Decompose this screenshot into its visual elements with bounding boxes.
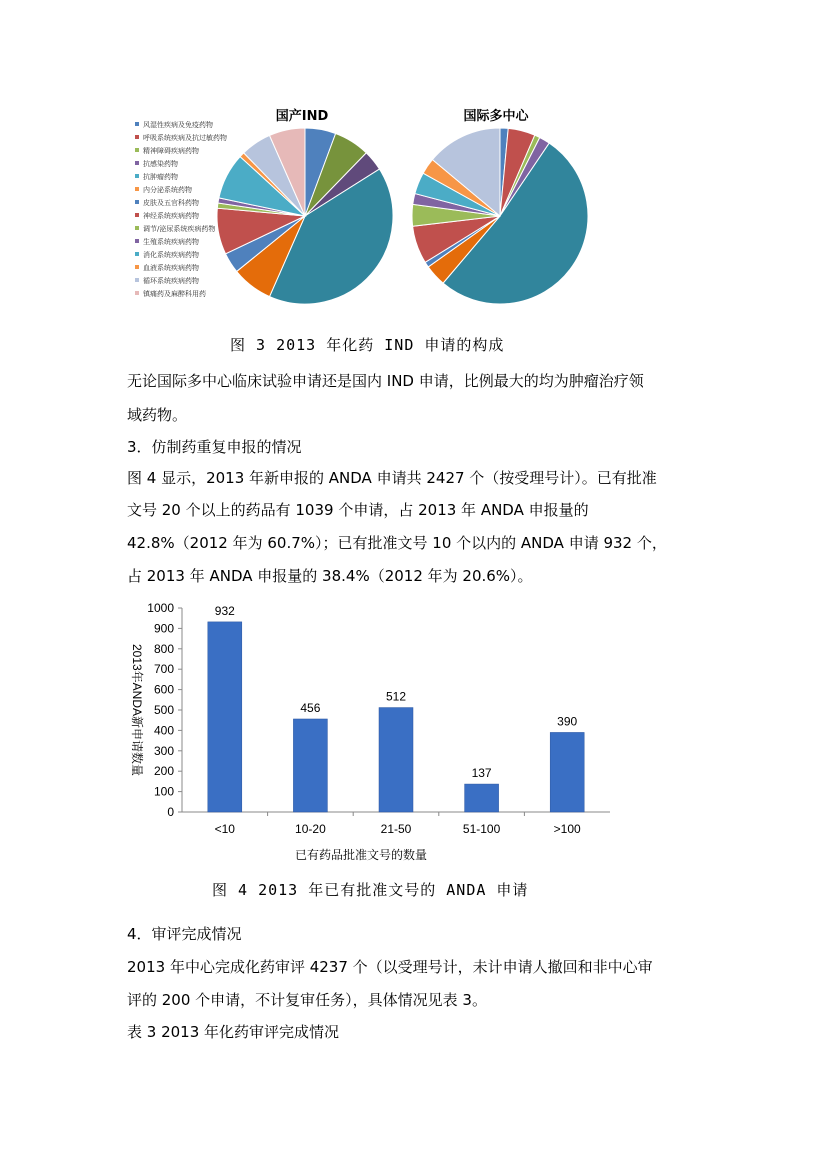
y-tick-label: 700 (153, 662, 174, 677)
y-tick-label: 0 (167, 805, 174, 819)
legend-swatch (135, 161, 139, 165)
legend-swatch (135, 291, 139, 295)
legend-swatch (135, 252, 139, 256)
legend-label: 呼吸系统疾病及抗过敏药物 (143, 134, 227, 142)
pie-international-multicenter (412, 128, 588, 304)
legend-label: 生殖系统疾病药物 (143, 238, 199, 246)
anda-bar-chart (125, 598, 625, 868)
legend-label: 神经系统疾病药物 (143, 212, 199, 220)
pie-domestic-ind (217, 128, 393, 304)
x-tick-label: 21-50 (380, 822, 412, 836)
y-tick-label: 500 (153, 703, 174, 717)
y-tick-label: 600 (153, 682, 174, 697)
pie-legend (135, 120, 227, 298)
legend-swatch (135, 174, 139, 178)
y-axis-label: 2013年ANDA新申请数量 (130, 643, 144, 777)
legend-swatch (135, 122, 139, 126)
legend-label: 消化系统疾病药物 (143, 251, 199, 259)
legend-label: 循环系统疾病药物 (143, 277, 199, 285)
y-tick-label: 200 (153, 764, 174, 779)
legend-swatch (135, 239, 139, 243)
pie-title-domestic: 国产IND (275, 109, 329, 124)
legend-label: 抗感染药物 (143, 160, 178, 168)
figure-3-caption: 图 3 2013 年化药 IND 申请的构成 (230, 336, 505, 354)
paragraph-line: 文号 20 个以上的药品有 1039 个申请，占 2013 年 ANDA 申报量的 (127, 501, 589, 519)
legend-label: 精神障碍疾病药物 (143, 147, 199, 155)
legend-swatch (135, 135, 139, 139)
x-axis-label: 已有药品批准文号的数量 (294, 848, 428, 862)
paragraph-line: 无论国际多中心临床试验申请还是国内 IND 申请，比例最大的均为肿瘤治疗领 (127, 372, 644, 390)
data-label: 137 (471, 766, 492, 781)
paragraph-line: 2013 年中心完成化药审评 4237 个（以受理号计，未计申请人撤回和非中心审 (127, 958, 653, 976)
figure-4-caption: 图 4 2013 年已有批准文号的 ANDA 申请 (212, 881, 529, 899)
legend-label: 血液系统疾病药物 (143, 264, 199, 272)
legend-swatch (135, 148, 139, 152)
y-tick-label: 1000 (147, 601, 174, 615)
legend-swatch (135, 213, 139, 217)
legend-label: 风湿性疾病及免疫药物 (143, 121, 213, 129)
x-tick-label: >100 (553, 822, 581, 836)
ind-pie-charts (130, 100, 600, 315)
bar (208, 622, 242, 812)
data-label: 456 (300, 700, 321, 715)
bar (465, 784, 499, 812)
x-tick-label: <10 (214, 822, 235, 836)
legend-swatch (135, 187, 139, 191)
legend-swatch (135, 265, 139, 269)
data-label: 390 (557, 714, 578, 729)
paragraph-line: 域药物。 (127, 406, 188, 424)
legend-label: 镇痛药及麻醉科用药 (143, 290, 206, 298)
paragraph-line: 占 2013 年 ANDA 申报量的 38.4%（2012 年为 20.6%）。 (127, 567, 533, 585)
legend-label: 皮肤及五官科药物 (143, 199, 199, 207)
paragraph-line: 42.8%（2012 年为 60.7%）；已有批准文号 10 个以内的 ANDA 申请 932 个， (127, 534, 667, 552)
data-label: 512 (385, 689, 407, 704)
legend-label: 抗肿瘤药物 (143, 173, 178, 181)
y-tick-label: 300 (153, 743, 174, 758)
x-tick-label: 10-20 (295, 822, 326, 836)
y-tick-label: 100 (153, 784, 174, 799)
pie-title-international: 国际多中心 (463, 109, 529, 124)
bar (550, 732, 584, 812)
section-heading-4: 4．审评完成情况 (127, 925, 242, 943)
data-label: 932 (214, 603, 235, 618)
bar-marks (208, 604, 584, 812)
bar (293, 719, 327, 812)
y-tick-label: 400 (153, 723, 174, 738)
table-3-title: 表 3 2013 年化药审评完成情况 (127, 1023, 340, 1041)
legend-swatch (135, 200, 139, 204)
y-tick-label: 800 (153, 641, 174, 656)
legend-swatch (135, 278, 139, 282)
legend-swatch (135, 226, 139, 230)
y-tick-label: 900 (153, 621, 174, 636)
bar (379, 708, 413, 812)
legend-label: 调节/泌尿系统疾病药物 (143, 225, 216, 233)
legend-label: 内分泌系统药物 (143, 186, 192, 194)
paragraph-line: 评的 200 个申请，不计复审任务），具体情况见表 3。 (127, 991, 487, 1009)
x-tick-label: 51-100 (462, 822, 501, 836)
paragraph-line: 图 4 显示，2013 年新申报的 ANDA 申请共 2427 个（按受理号计）。已有批准 (127, 469, 657, 487)
section-heading-3: 3．仿制药重复申报的情况 (127, 438, 302, 456)
